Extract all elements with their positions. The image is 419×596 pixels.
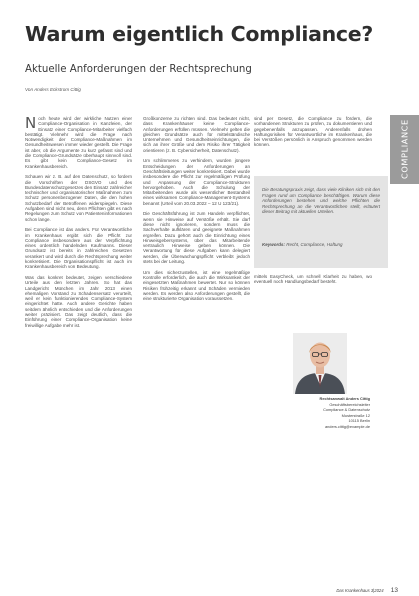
author-line: Rechtsanwalt Anders Cittig	[319, 396, 370, 401]
paragraph: sind per Gesetz, die Compliance zu fördern, die vorhandenen Strukturen zu prüfen, zu dokumentieren und gegebenenfalls anzupassen. Anderenfalls drohen Haftungsrisiken für Verantwortliche im Krankenhaus, die bei Verstößen persönlich in Anspruch genommen werden können.	[254, 116, 372, 148]
paragraph: Die Geschäftsführung ist zum Handeln verpflichtet, wenn sie Hinweise auf Verstöße erhält. Sie darf diese nicht ignorieren, sondern muss die Sachverhalte aufklären und geeignete Maßnahmen ergreifen. Dazu gehört auch die Einrichtung eines Hinweisgebersystems, über das Mitarbeitende vertraulich Hinweise geben können. Die Verantwortung für diese Aufgaben kann delegiert werden, die Überwachungspflicht verbleibt jedoch stets bei der Leitung.	[143, 211, 250, 265]
article-title: Warum eigentlich Compliance?	[25, 22, 373, 46]
paragraph: Bei Compliance ist das anders. Für Verantwortliche im Krankenhaus ergibt sich die Pflicht zur Compliance insbesondere aus der Verpflichtung eines ordentlich handelnden Kaufmanns. Dieser Grundsatz ist bereits in zahlreichen Gesetzen verankert und wird durch die Rechtsprechung weiter konkretisiert. Die Organisationspflicht ist auch im Krankenhausbereich von Bedeutung.	[25, 227, 132, 270]
author-line: 10115 Berlin	[348, 418, 370, 423]
abstract-box	[254, 176, 388, 268]
author-line: Geschäftsbereichsleiter	[329, 401, 370, 407]
keywords-label: Keywords:	[262, 242, 286, 247]
author-photo	[293, 333, 347, 394]
drop-cap: N	[25, 116, 37, 132]
keywords	[262, 242, 380, 248]
keywords-value: Recht, Compliance, Haftung	[286, 242, 343, 247]
author-portrait-image	[293, 333, 347, 394]
abstract-text: Die Beratungspraxis zeigt, dass viele Kliniken sich mit den Fragen rund um Compliance beschäftigen. Warum diese Anforderungen bestehen und welche Pflichten die Rechtsprechung an die Verantwortlichen stellt, erläutert dieser Beitrag mit aktuellen Urteilen.	[262, 187, 380, 215]
paragraph: Um dies sicherzustellen, ist eine regelmäßige Kontrolle erforderlich, die auch die Wirksamkeit der eingesetzten Maßnahmen bewertet. Nur so können Risiken frühzeitig erkannt und Schäden vermieden werden. Es werden also Anforderungen gestellt, die eine strukturierte Organisation voraussetzen.	[143, 269, 250, 302]
author-line: Compliance & Datenschutz	[323, 407, 370, 412]
body-column-1	[25, 116, 132, 570]
body-column-2	[143, 116, 250, 570]
author-line: Musterstraße 12	[341, 412, 370, 418]
article-subtitle: Aktuelle Anforderungen der Rechtsprechung	[25, 64, 252, 75]
paragraph: Schauen wir z. B. auf den Datenschutz, so fordern die Vorschriften der DSGVO und des Bundesdatenschutzgesetzes den Einsatz zahlreicher technischer und organisatorischer Maßnahmen zum Schutz personenbezogener Daten, die den hohen Schutzbedarf der Betroffenen widerspiegeln. Diese Aufgaben sind nicht neu, denn Pflichten gibt es nach Regelungen zum Schutz von Patienteninformationen schon lange.	[25, 174, 132, 222]
author-email: anders.cittig@example.de	[324, 423, 370, 429]
paragraph: Was das konkret bedeutet, zeigen verschiedene Urteile aus den letzten Jahren. So hat das Landgericht München im Jahr 2013 einen ehemaligen Vorstand zu Schadensersatz verurteilt, weil er kein funktionierendes Compliance-System eingerichtet hatte. Auch andere Gerichte haben seitdem ähnlich entschieden und die Anforderungen weiter präzisiert. Das zeigt deutlich, dass die Einführung einer Compliance-Organisation keine freiwillige Aufgabe mehr ist.	[25, 274, 132, 328]
paragraph: Um schlimmeres zu verhindern, wurden jüngere Entscheidungen der Anforderungen an Geschäftsleitungen weiter konkretisiert. Dabei wurde insbesondere die Pflicht zur regelmäßigen Prüfung und Anpassung der Compliance-Strukturen hervorgehoben. Auch die Schulung der Mitarbeitenden wurde als wesentlicher Bestandteil eines wirksamen Compliance-Management-Systems benannt (Urteil vom 20.03.2022 – 12 U 123/21).	[143, 158, 250, 206]
paragraph: mittels EasyCheck, um schnell Klarheit zu haben, wo eventuell noch Handlungsbedarf besteht.	[254, 274, 372, 285]
body-column-3-top	[254, 116, 372, 168]
byline: Von Anders Eckstrom Cittig	[25, 87, 81, 92]
paragraph-text: och heute wird der wirkliche Nutzen einer Compliance-Organisation in Kanzleien, der Einsatz einer Compliance-Mitarbeiter vielfach bestätigt. Vielmehr wird die Frage nach Notwendigkeit der Compliance-Maßnahmen im Gesundheitswesen immer wieder gestellt. Die Frage ist aber, ob die Argumente zu kurz gefasst sind und die Compliance-Grundsätze überhaupt sinnvoll sind. Es gibt kein Compliance-Gesetz im Krankenhausbereich.	[25, 116, 132, 169]
section-tab	[390, 115, 419, 184]
section-tab-label: COMPLIANCE	[399, 119, 410, 180]
page-footer	[288, 587, 398, 594]
paragraph: Großkonzerne zu richten sind. Das bedeutet nicht, dass Krankenhäuser keine Compliance-Anforderungen erfüllen müssen. Vielmehr gelten die gleichen Grundsätze auch für mittelständische Unternehmen und Gesundheitseinrichtungen, die sich an ihrer Größe und dem Risiko ihrer Tätigkeit orientieren (z. B. Cybersicherheit, Datenschutz).	[143, 116, 250, 153]
author-info	[270, 396, 370, 429]
journal-name: Das Krankenhaus 3|2024	[336, 588, 384, 593]
page-number: 13	[390, 587, 398, 594]
paragraph	[25, 116, 132, 169]
body-column-3-bottom	[254, 274, 372, 296]
